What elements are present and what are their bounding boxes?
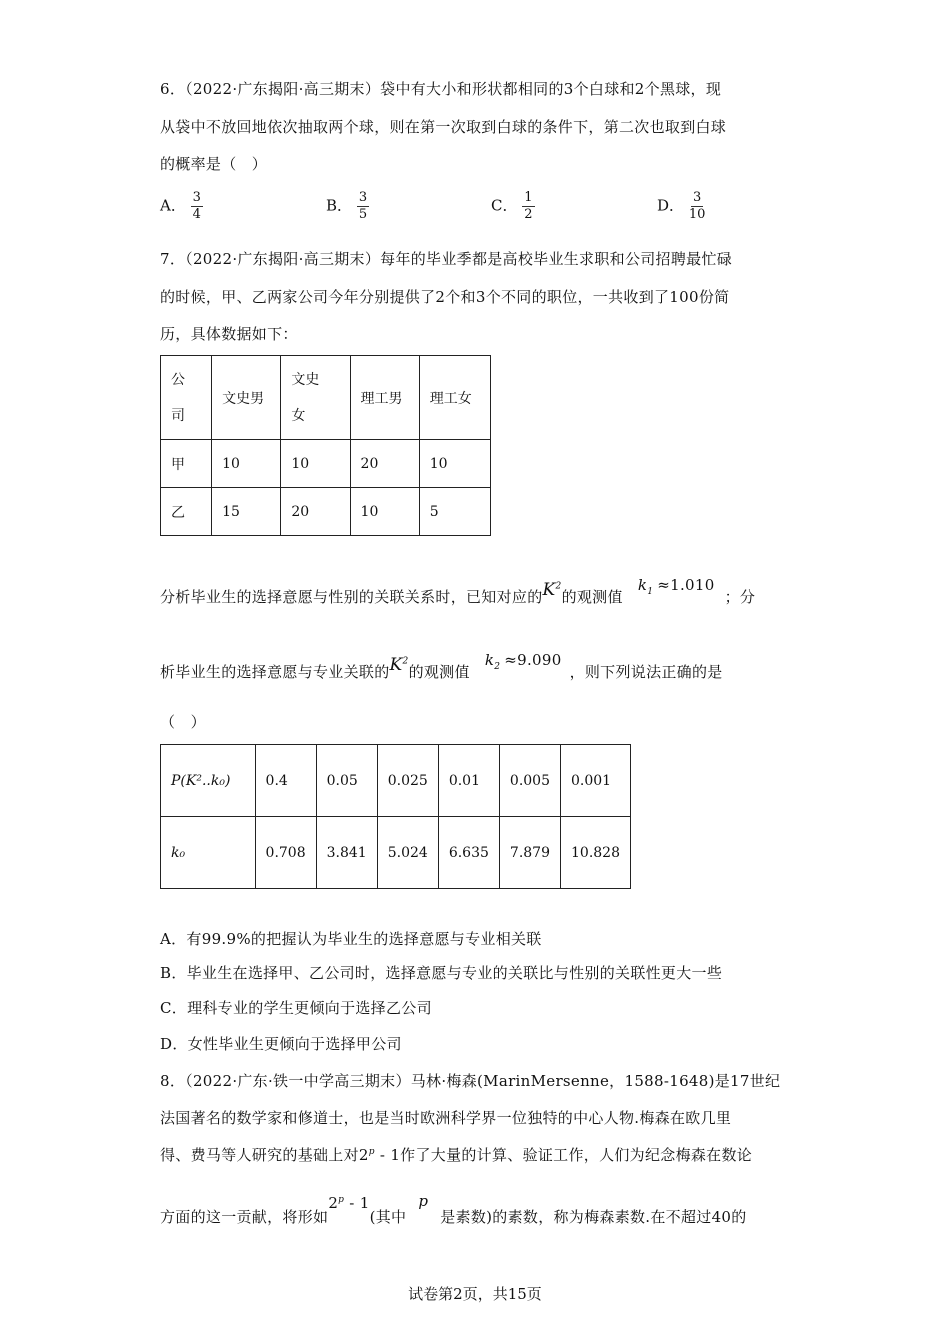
- q6-option-b[interactable]: [326, 190, 369, 223]
- table-cell: 10: [419, 440, 490, 488]
- header-cell: 文史男: [212, 356, 281, 440]
- table-cell: 0.05: [316, 745, 377, 817]
- page-footer: 试卷第2页，共15页: [408, 1285, 542, 1303]
- table-cell: 10: [281, 440, 350, 488]
- q7-option-b[interactable]: B．毕业生在选择甲、乙公司时，选择意愿与专业的关联比与性别的关联性更大一些: [160, 964, 723, 982]
- resume-table: [160, 355, 491, 536]
- q7-option-c[interactable]: C．理科专业的学生更倾向于选择乙公司: [160, 999, 432, 1017]
- header-cell: 理工男: [350, 356, 419, 440]
- q6-option-c-fraction: $\frac{1}{2}$: [524, 190, 533, 222]
- q7-analysis-line-1: 分析毕业生的选择意愿与性别的关联关系时，已知对应的$K^2$的观测值 $k_1 \approx 1.010$；分: [160, 576, 756, 606]
- q8-line-4: 方面的这一贡献，将形如2$^p$ - 1(其中p是素数)的素数，称为梅森素数.在不超过40的: [160, 1192, 747, 1226]
- q8-line-2: 法国著名的数学家和修道士，也是当时欧洲科学界一位独特的中心人物.梅森在欧几里: [160, 1109, 732, 1127]
- critical-value-table: [160, 744, 631, 889]
- header-cell: 公 司: [161, 356, 212, 440]
- q6-option-a-label: A．: [160, 196, 186, 215]
- q6-option-a[interactable]: [160, 190, 203, 223]
- table-cell: 10: [350, 488, 419, 536]
- resume-table-header: [161, 356, 491, 440]
- table-row: [161, 440, 491, 488]
- header-cell: 理工女: [419, 356, 490, 440]
- q6-option-d-label: D．: [657, 196, 685, 215]
- q7-paren: （ ）: [160, 713, 206, 731]
- table-cell: 3.841: [316, 817, 377, 889]
- table-row: [161, 817, 631, 889]
- q6-option-b-label: B．: [326, 196, 353, 215]
- table-cell: 7.879: [499, 817, 560, 889]
- table-cell: 10: [212, 440, 281, 488]
- table-cell: 20: [350, 440, 419, 488]
- table-cell: 0.01: [438, 745, 499, 817]
- table-row-label: k₀: [161, 817, 256, 889]
- table-cell: 乙: [161, 488, 212, 536]
- q6-option-b-fraction: $\frac{3}{5}$: [358, 190, 368, 222]
- table-cell: 10.828: [561, 817, 631, 889]
- q7-analysis-line-2: 析毕业生的选择意愿与专业关联的$K^2$的观测值 $k_2 \approx 9.090$，则下列说法正确的是: [160, 651, 723, 681]
- q6-option-a-fraction: $\frac{3}{4}$: [192, 190, 201, 222]
- table-cell: 0.025: [377, 745, 438, 817]
- q6-line-3: 的概率是（ ）: [160, 155, 268, 173]
- table-cell: 20: [281, 488, 350, 536]
- q6-option-c-label: C．: [491, 196, 518, 215]
- q6-option-d-fraction: $\frac{3}{10}$: [688, 190, 706, 222]
- q6-option-d[interactable]: [657, 190, 705, 223]
- table-cell: 0.005: [499, 745, 560, 817]
- table-row: [161, 488, 491, 536]
- table-cell: 0.4: [255, 745, 316, 817]
- table-cell: 甲: [161, 440, 212, 488]
- table-row-label: P(K²..k₀): [161, 745, 256, 817]
- q7-option-d[interactable]: D．女性毕业生更倾向于选择甲公司: [160, 1035, 402, 1053]
- q6-line-2: 从袋中不放回地依次抽取两个球，则在第一次取到白球的条件下，第二次也取到白球: [160, 118, 727, 136]
- table-cell: 5: [419, 488, 490, 536]
- q7-line-1: 7．（2022·广东揭阳·高三期末）每年的毕业季都是高校毕业生求职和公司招聘最忙碌: [160, 250, 733, 268]
- table-cell: 15: [212, 488, 281, 536]
- table-row: [161, 745, 631, 817]
- q7-line-3: 历，具体数据如下：: [160, 325, 298, 343]
- q6-line-1: 6．（2022·广东揭阳·高三期末）袋中有大小和形状都相同的3个白球和2个黑球，现: [160, 80, 722, 98]
- table-cell: 5.024: [377, 817, 438, 889]
- q6-option-c[interactable]: [491, 190, 535, 223]
- header-cell: 文史 女: [281, 356, 350, 440]
- q7-option-a[interactable]: A．有99.9%的把握认为毕业生的选择意愿与专业相关联: [160, 930, 542, 948]
- table-cell: 0.001: [561, 745, 631, 817]
- table-cell: 0.708: [255, 817, 316, 889]
- q8-line-3: 得、费马等人研究的基础上对2$^p$ - 1作了大量的计算、验证工作，人们为纪念梅森在数论: [160, 1146, 753, 1164]
- q8-line-1: 8．（2022·广东·铁一中学高三期末）马林·梅森(MarinMersenne，1588-1648)是17世纪: [160, 1072, 781, 1090]
- table-cell: 6.635: [438, 817, 499, 889]
- q7-line-2: 的时候，甲、乙两家公司今年分别提供了2个和3个不同的职位，一共收到了100份简: [160, 288, 730, 306]
